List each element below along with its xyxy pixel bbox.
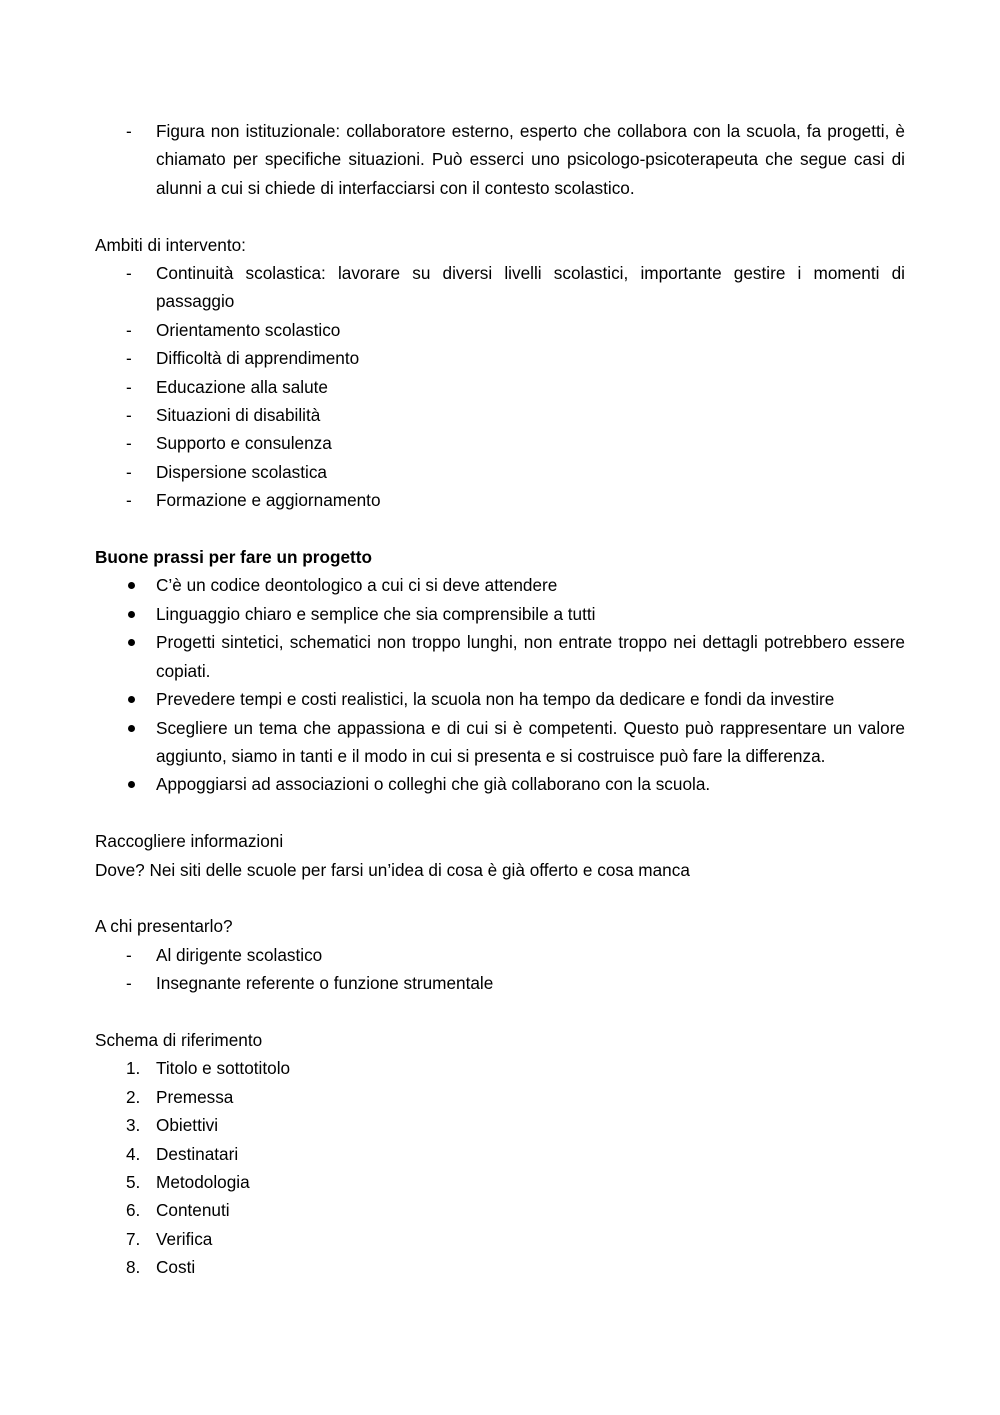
document-body <box>95 117 905 1282</box>
list-item <box>95 259 905 316</box>
dash-marker: - <box>126 405 132 426</box>
list-item-text: Contenuti <box>156 1200 230 1221</box>
dash-marker: - <box>126 944 132 965</box>
dash-marker: - <box>126 319 132 340</box>
presentarlo-list <box>95 941 905 998</box>
list-item <box>95 969 905 997</box>
list-item-text: Destinatari <box>156 1143 239 1164</box>
list-number: 8. <box>126 1257 141 1278</box>
dash-marker: - <box>126 121 132 141</box>
bullet-icon <box>128 781 135 788</box>
raccogliere-text: Dove? Nei siti delle scuole per farsi un’idea di cosa è già offerto e cosa manca <box>95 859 690 880</box>
dash-marker: - <box>126 433 132 454</box>
list-item <box>95 1225 905 1253</box>
list-item <box>95 117 905 202</box>
list-item <box>95 571 905 599</box>
spacer <box>95 202 905 230</box>
list-item <box>95 1168 905 1196</box>
list-item-text: Continuità scolastica: lavorare su diversi livelli scolastici, importante gestire i momenti di passaggio <box>156 263 905 312</box>
list-item <box>95 770 905 798</box>
list-item-text: Costi <box>156 1257 196 1278</box>
intro-list <box>95 117 905 202</box>
dash-marker: - <box>126 348 132 369</box>
spacer <box>95 799 905 827</box>
list-item-text: Verifica <box>156 1228 213 1249</box>
list-item <box>95 1253 905 1281</box>
list-item-text: Formazione e aggiornamento <box>156 490 381 511</box>
bullet-icon <box>128 725 135 732</box>
list-number: 7. <box>126 1228 141 1249</box>
dash-marker: - <box>126 490 132 511</box>
list-item <box>95 1196 905 1224</box>
schema-title: Schema di riferimento <box>95 1029 263 1050</box>
list-item-text: Educazione alla salute <box>156 376 328 397</box>
list-item <box>95 714 905 771</box>
list-item-text: Al dirigente scolastico <box>156 944 323 965</box>
list-item <box>95 941 905 969</box>
list-number: 3. <box>126 1115 141 1136</box>
list-item <box>95 628 905 685</box>
list-number: 5. <box>126 1171 141 1192</box>
buone-prassi-list <box>95 571 905 798</box>
list-item <box>95 600 905 628</box>
list-item <box>95 1054 905 1082</box>
list-item-text: Situazioni di disabilità <box>156 405 321 426</box>
list-item <box>95 429 905 457</box>
list-item <box>95 316 905 344</box>
list-item-text: Linguaggio chiaro e semplice che sia comprensibile a tutti <box>156 603 596 624</box>
list-item-text: Orientamento scolastico <box>156 319 341 340</box>
raccogliere-title: Raccogliere informazioni <box>95 831 284 852</box>
list-item-text: Dispersione scolastica <box>156 461 327 482</box>
ambiti-title: Ambiti di intervento: <box>95 234 246 255</box>
bullet-icon <box>128 696 135 703</box>
dash-marker: - <box>126 461 132 482</box>
bullet-icon <box>128 611 135 618</box>
list-item <box>95 458 905 486</box>
ambiti-list <box>95 259 905 515</box>
dash-marker: - <box>126 263 132 284</box>
list-item-text: Appoggiarsi ad associazioni o colleghi che già collaborano con la scuola. <box>156 774 711 795</box>
list-item-text: Scegliere un tema che appassiona e di cui si è competenti. Questo può rappresentare un valore aggiunto, siamo in tanti e il modo in cui si presenta e si costruisce può fare la differenza. <box>156 717 905 766</box>
spacer <box>95 515 905 543</box>
list-item-text: C’è un codice deontologico a cui ci si deve attendere <box>156 575 558 596</box>
presentarlo-title: A chi presentarlo? <box>95 916 233 937</box>
list-item <box>95 1083 905 1111</box>
list-item <box>95 1111 905 1139</box>
list-item-text: Progetti sintetici, schematici non troppo lunghi, non entrate troppo nei dettagli potrebbero essere copiati. <box>156 632 905 681</box>
schema-list <box>95 1054 905 1281</box>
list-item-text: Insegnante referente o funzione strumentale <box>156 973 494 994</box>
list-item-text: Metodologia <box>156 1171 250 1192</box>
list-number: 6. <box>126 1200 141 1221</box>
dash-marker: - <box>126 973 132 994</box>
list-number: 4. <box>126 1143 141 1164</box>
list-item <box>95 486 905 514</box>
list-item <box>95 344 905 372</box>
list-item <box>95 373 905 401</box>
list-item-text: Titolo e sottotitolo <box>156 1058 291 1079</box>
list-item-text: Obiettivi <box>156 1115 219 1136</box>
list-item <box>95 1140 905 1168</box>
list-item-text: Prevedere tempi e costi realistici, la scuola non ha tempo da dedicare e fondi da investire <box>156 689 835 710</box>
list-item-text: Premessa <box>156 1086 234 1107</box>
list-item-text: Supporto e consulenza <box>156 433 332 454</box>
spacer <box>95 884 905 912</box>
section-heading: Buone prassi per fare un progetto <box>95 547 372 568</box>
bullet-icon <box>128 639 135 646</box>
spacer <box>95 998 905 1026</box>
list-item-text: Difficoltà di apprendimento <box>156 348 360 369</box>
list-item <box>95 685 905 713</box>
list-number: 2. <box>126 1086 141 1107</box>
list-number: 1. <box>126 1058 141 1079</box>
list-item-text: Figura non istituzionale: collaboratore esterno, esperto che collabora con la scuola, fa progetti, è chiamato per specifiche situazioni. Può esserci uno psicologo-psicoterapeuta che segue casi di alunni a cui si chiede di interfacciarsi con il contesto scolastico. <box>156 121 905 198</box>
dash-marker: - <box>126 376 132 397</box>
bullet-icon <box>128 582 135 589</box>
list-item <box>95 401 905 429</box>
